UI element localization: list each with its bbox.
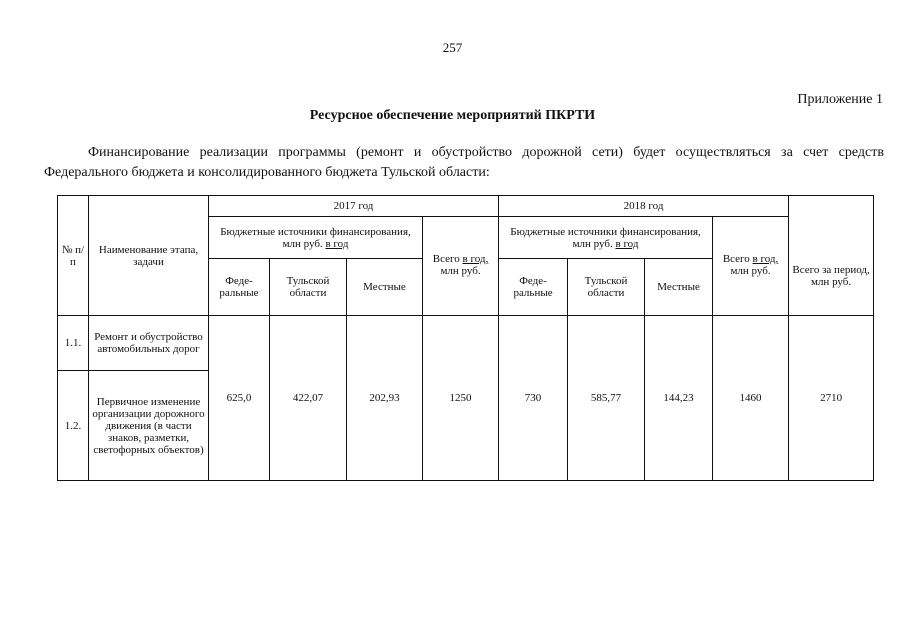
value-total-period: 2710 [789, 316, 874, 481]
value-2017-federal: 625,0 [209, 316, 270, 481]
value-2017-local: 202,93 [347, 316, 423, 481]
value-2018-total: 1460 [713, 316, 789, 481]
header-tula-2017: Тульской области [270, 259, 347, 316]
table-row [58, 316, 874, 371]
row-num: 1.1. [58, 316, 89, 371]
intro-paragraph: Финансирование реализации программы (ремонт и обустройство дорожной сети) будет осуществляться за счет средств Федерального бюджета и консолидированного бюджета Тульской области: [44, 145, 884, 180]
value-2017-tula: 422,07 [270, 316, 347, 481]
header-local-2017: Местные [347, 259, 423, 316]
header-name: Наименование этапа, задачи [89, 196, 209, 316]
financing-table [57, 195, 874, 481]
header-year-2018: 2018 год [499, 196, 789, 217]
value-2018-federal: 730 [499, 316, 568, 481]
header-tula-2018: Тульской области [568, 259, 645, 316]
value-2018-local: 144,23 [645, 316, 713, 481]
header-total-year-2017: Всего в год, млн руб. [423, 217, 499, 316]
value-2018-tula: 585,77 [568, 316, 645, 481]
header-budget-sources-2017: Бюджетные источники финансирования, млн руб. в год [209, 217, 423, 259]
value-2017-total: 1250 [423, 316, 499, 481]
row-num: 1.2. [58, 371, 89, 481]
page-number: 257 [442, 40, 463, 55]
header-budget-sources-2018: Бюджетные источники финансирования, млн руб. в год [499, 217, 713, 259]
header-federal-2018: Феде-ральные [499, 259, 568, 316]
header-total-period: Всего за период, млн руб. [789, 196, 874, 316]
page-title: Ресурсное обеспечение мероприятий ПКРТИ [309, 108, 596, 123]
header-federal-2017: Феде-ральные [209, 259, 270, 316]
header-local-2018: Местные [645, 259, 713, 316]
header-year-2017: 2017 год [209, 196, 499, 217]
appendix-label: Приложение 1 [797, 92, 883, 107]
row-name: Ремонт и обустройство автомобильных дорог [89, 316, 209, 371]
header-num: № п/п [58, 196, 89, 316]
header-total-year-2018: Всего в год, млн руб. [713, 217, 789, 316]
row-name: Первичное изменение организации дорожного движения (в части знаков, разметки, светофорных объектов) [89, 371, 209, 481]
